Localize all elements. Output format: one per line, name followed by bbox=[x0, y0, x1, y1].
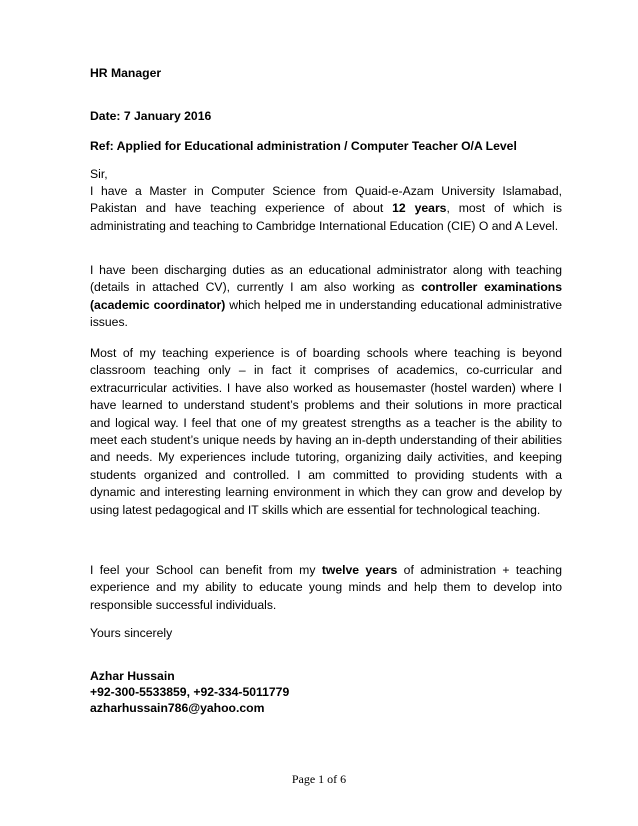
paragraph-experience: Most of my teaching experience is of boarding schools where teaching is beyond classroom teaching only – in fact it comprises of academics, co-curricular and extracurricular activities. I have also worked as housemaster (hostel warden) where I have learned to understand student’s problems and their solutions in more practical and logical way. I feel that one of my greatest strengths as a teacher is the ability to meet each student’s unique needs by having an in-depth understanding of their abilities and needs. My experiences include tutoring, organizing daily activities, and keeping students organized and controlled. I am committed to providing students with a dynamic and interesting learning environment in which they can grow and develop by using latest pedagogical and IT skills which are essential for technological teaching. bbox=[90, 346, 562, 517]
paragraph-administration bbox=[90, 262, 562, 332]
closing-line: Yours sincerely bbox=[90, 626, 173, 640]
paragraph-benefit bbox=[90, 562, 562, 614]
date-line: Date: 7 January 2016 bbox=[90, 109, 212, 123]
paragraph-intro-text-a: I have a Master in Computer Science from Quaid-e-Azam University Islamabad, Pakistan and have teaching experience of about bbox=[90, 184, 562, 216]
paragraph-benefit-emphasis: twelve years bbox=[321, 563, 398, 577]
paragraph-intro bbox=[90, 183, 562, 235]
paragraph-intro-text-c: , most of which is administrating and teaching to Cambridge International Education (CIE) O and A Level. bbox=[90, 201, 562, 233]
signature-email: azharhussain786@yahoo.com bbox=[90, 701, 265, 715]
page-number: Page 1 of 6 bbox=[291, 772, 347, 786]
paragraph-intro-emphasis: 12 years bbox=[392, 201, 447, 216]
paragraph-administration-text-a: I have been discharging duties as an educational administrator along with teaching (details in attached CV), currently I am also working as bbox=[90, 263, 562, 295]
paragraph-administration-emphasis: controller examinations (academic coordinator) bbox=[90, 280, 563, 312]
salutation: Sir, bbox=[90, 167, 108, 181]
signature-phones: +92-300-5533859, +92-334-5011779 bbox=[90, 685, 290, 699]
paragraph-administration-text-c: which helped me in understanding educational administrative issues. bbox=[90, 297, 562, 330]
paragraph-benefit-text-c: of administration + teaching experience and my ability to educate young minds and help them to develop into responsible successful individuals. bbox=[90, 563, 562, 612]
paragraph-benefit-text-a: I feel your School can benefit from my bbox=[90, 563, 322, 577]
signature-name: Azhar Hussain bbox=[90, 669, 175, 683]
recipient-line: HR Manager bbox=[90, 66, 162, 80]
reference-line: Ref: Applied for Educational administration / Computer Teacher O/A Level bbox=[90, 139, 517, 153]
